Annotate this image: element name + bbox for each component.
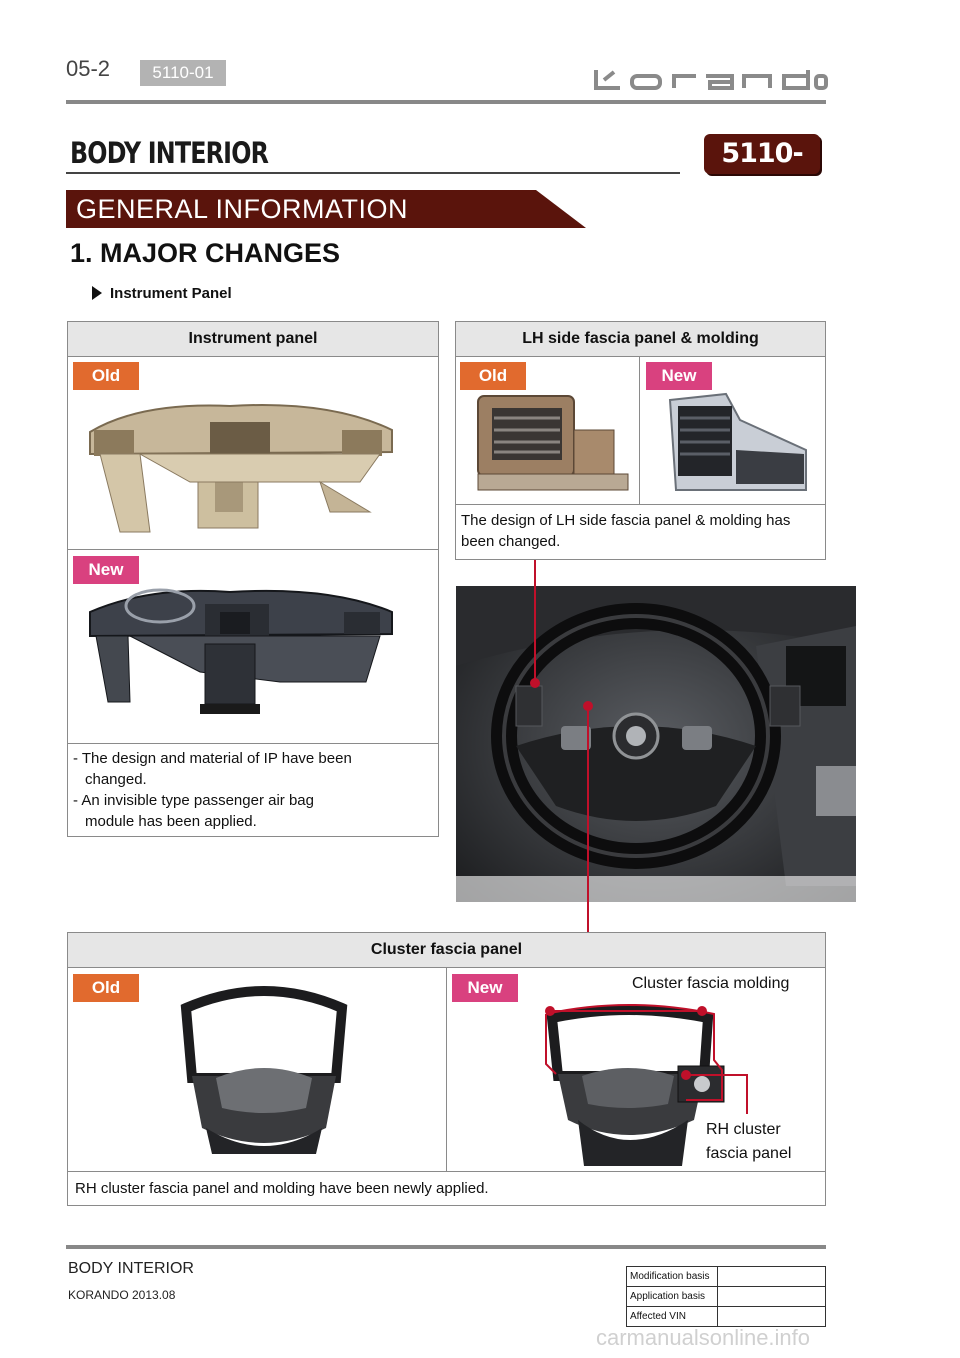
table-row <box>627 1267 826 1287</box>
note-line: module has been applied. <box>85 813 257 830</box>
table-row <box>627 1307 826 1327</box>
note-line: been changed. <box>461 533 561 550</box>
note-line: The design of LH side fascia panel & molding has <box>461 512 791 529</box>
revision-table <box>626 1266 826 1327</box>
table-cell <box>718 1267 826 1287</box>
korando-logo <box>592 68 828 92</box>
cluster-fascia-note: RH cluster fascia panel and molding have been newly applied. <box>75 1180 489 1197</box>
table-cell <box>718 1287 826 1307</box>
cockpit-photo <box>456 586 856 902</box>
triangle-bullet-icon <box>92 286 102 300</box>
footer-model-date: KORANDO 2013.08 <box>68 1288 176 1302</box>
callout-line: RH cluster <box>706 1121 781 1138</box>
bullet-text: Instrument Panel <box>110 285 232 302</box>
new-instrument-panel-image <box>80 582 400 722</box>
rh-panel-leader-line <box>686 1074 748 1076</box>
note-line: changed. <box>85 771 147 788</box>
instrument-panel-notes <box>73 748 433 832</box>
title-rule <box>66 172 680 174</box>
rh-cluster-fascia-panel-label <box>706 1118 791 1166</box>
cluster-fascia-title: Cluster fascia panel <box>68 933 825 968</box>
doc-code-badge: 5110-01 <box>704 134 820 174</box>
general-information-title: GENERAL INFORMATION <box>76 194 409 224</box>
lh-fascia-title: LH side fascia panel & molding <box>456 322 825 357</box>
watermark: carmanualsonline.info <box>596 1325 811 1350</box>
bullet-heading <box>92 285 232 302</box>
old-tag: Old <box>73 974 139 1002</box>
section-heading: 1. MAJOR CHANGES <box>70 238 341 268</box>
old-cluster-fascia-image <box>176 978 352 1166</box>
old-instrument-panel-image <box>80 392 402 540</box>
table-cell: Application basis <box>627 1287 718 1307</box>
header-rule <box>66 100 826 104</box>
table-cell <box>718 1307 826 1327</box>
footer-rule <box>66 1245 826 1249</box>
cluster-leader-line <box>587 707 589 933</box>
divider <box>67 549 439 550</box>
new-tag: New <box>73 556 139 584</box>
lh-fascia-note <box>461 510 825 552</box>
svg-text:korando: korando <box>592 68 596 69</box>
note-line: - The design and material of IP have been <box>73 750 352 767</box>
divider <box>455 504 826 505</box>
leader-dot <box>681 1070 691 1080</box>
table-cell: Affected VIN <box>627 1307 718 1327</box>
molding-leader-line <box>550 1010 702 1012</box>
table-row <box>627 1287 826 1307</box>
cluster-fascia-molding-label: Cluster fascia molding <box>632 975 790 992</box>
instrument-panel-title: Instrument panel <box>68 322 438 357</box>
divider <box>67 1171 826 1172</box>
table-cell: Modification basis <box>627 1267 718 1287</box>
new-lh-fascia-image <box>656 390 818 496</box>
rh-panel-leader-line <box>746 1074 748 1114</box>
divider <box>639 356 640 504</box>
leader-dot <box>583 701 593 711</box>
divider <box>446 967 447 1171</box>
note-line: - An invisible type passenger air bag <box>73 792 314 809</box>
old-tag: Old <box>73 362 139 390</box>
new-tag: New <box>646 362 712 390</box>
leader-dot <box>530 678 540 688</box>
divider <box>67 743 439 744</box>
new-tag: New <box>452 974 518 1002</box>
lh-fascia-leader-line <box>534 560 536 684</box>
section-code-badge: 5110-01 <box>140 60 226 86</box>
doc-title: BODY INTERIOR <box>70 136 269 170</box>
callout-line: fascia panel <box>706 1145 792 1162</box>
footer-title: BODY INTERIOR <box>68 1260 194 1277</box>
leader-dot <box>545 1006 555 1016</box>
page-number: 05-2 <box>66 56 111 81</box>
old-tag: Old <box>460 362 526 390</box>
old-lh-fascia-image <box>470 390 630 496</box>
leader-dot <box>697 1006 707 1016</box>
